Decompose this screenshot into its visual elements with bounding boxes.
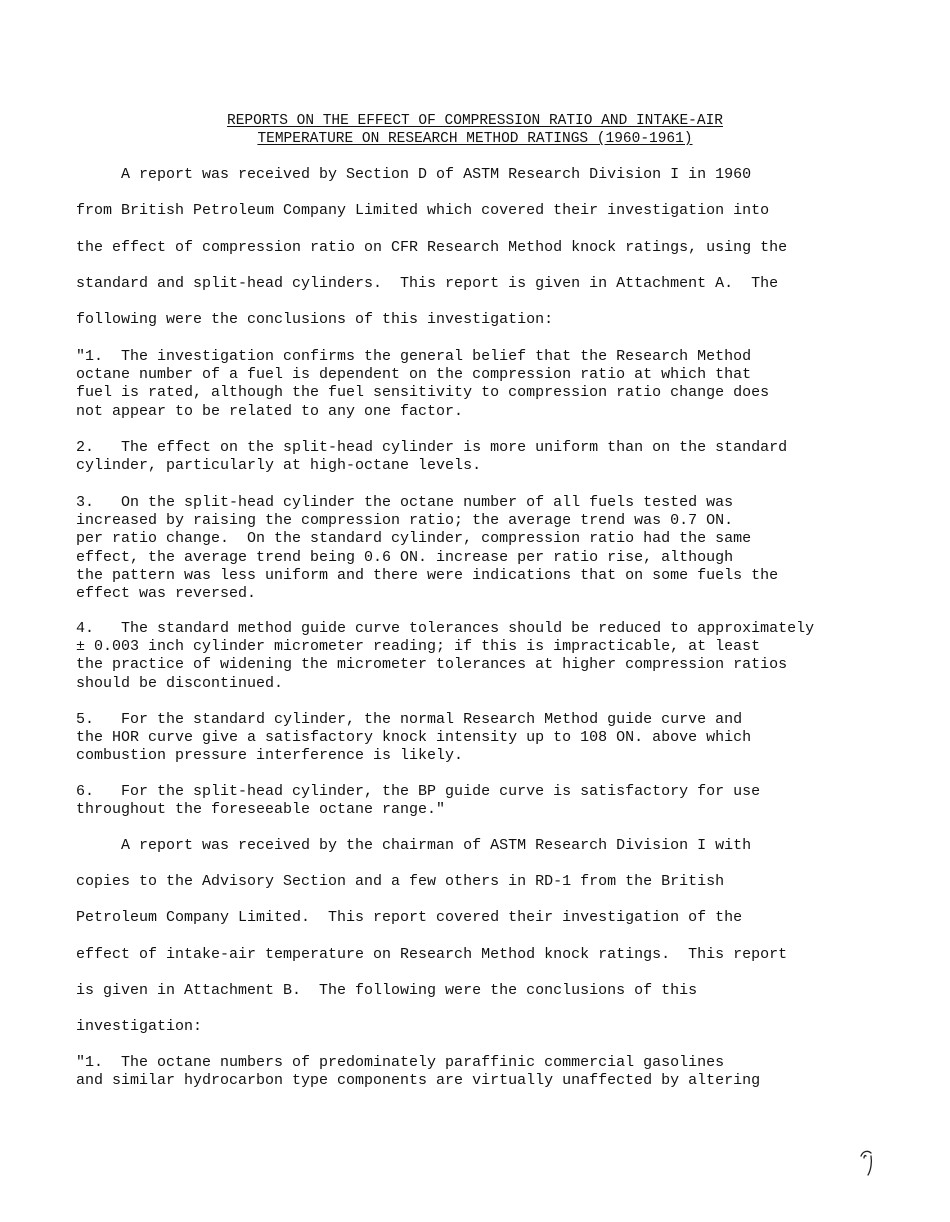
handwritten-mark-icon bbox=[858, 1148, 878, 1178]
conclusion-line: "1. The investigation confirms the general belief that the Research Method bbox=[76, 348, 752, 365]
conclusion-line: and similar hydrocarbon type components are virtually unaffected by altering bbox=[76, 1072, 761, 1090]
conclusion-line: 4. The standard method guide curve tolerances should be reduced to approximately bbox=[76, 620, 815, 637]
conclusion-line: the HOR curve give a satisfactory knock intensity up to 108 ON. above which bbox=[76, 729, 752, 747]
conclusion-line: per ratio change. On the standard cylinder, compression ratio had the same bbox=[76, 530, 752, 548]
conclusion-item-2 bbox=[76, 439, 787, 475]
title-line: TEMPERATURE ON RESEARCH METHOD RATINGS (1960-1961) bbox=[257, 131, 693, 147]
conclusion-line: not appear to be related to any one factor. bbox=[76, 402, 464, 420]
intro-two-line: A report was received by the chairman of ASTM Research Division I with bbox=[76, 837, 752, 854]
intro-one-line: A report was received by Section D of ASTM Research Division I in 1960 bbox=[76, 166, 752, 183]
conclusion-item-3 bbox=[76, 494, 778, 603]
conclusion-line: effect was reversed. bbox=[76, 585, 257, 603]
conclusion-line: ± 0.003 inch cylinder micrometer reading; if this is impracticable, at least bbox=[76, 638, 761, 656]
intro-one-line: following were the conclusions of this investigation: bbox=[76, 311, 554, 328]
conclusion-line: octane number of a fuel is dependent on the compression ratio at which that bbox=[76, 366, 752, 384]
conclusion-b-item-1 bbox=[76, 1054, 760, 1090]
conclusion-line: 6. For the split-head cylinder, the BP guide curve is satisfactory for use bbox=[76, 783, 761, 800]
conclusion-line: effect, the average trend being 0.6 ON. increase per ratio rise, although bbox=[76, 548, 734, 566]
conclusion-line: cylinder, particularly at high-octane levels. bbox=[76, 457, 482, 475]
intro-two-line: Petroleum Company Limited. This report covered their investigation of the bbox=[76, 909, 743, 926]
intro-two-line: copies to the Advisory Section and a few others in RD-1 from the British bbox=[76, 873, 725, 890]
conclusion-line: fuel is rated, although the fuel sensitivity to compression ratio change does bbox=[76, 384, 770, 402]
intro-two-line: effect of intake-air temperature on Research Method knock ratings. This report bbox=[76, 946, 788, 963]
conclusion-item-6 bbox=[76, 783, 760, 819]
conclusion-item-1 bbox=[76, 348, 769, 421]
intro-one-line: standard and split-head cylinders. This report is given in Attachment A. The bbox=[76, 275, 779, 292]
intro-two-line: investigation: bbox=[76, 1018, 203, 1035]
conclusion-line: throughout the foreseeable octane range." bbox=[76, 801, 446, 819]
conclusion-line: 5. For the standard cylinder, the normal Research Method guide curve and bbox=[76, 711, 743, 728]
conclusion-line: the pattern was less uniform and there were indications that on some fuels the bbox=[76, 566, 779, 584]
conclusion-item-4 bbox=[76, 620, 814, 693]
intro-one-line: the effect of compression ratio on CFR Research Method knock ratings, using the bbox=[76, 239, 788, 256]
conclusion-line: 3. On the split-head cylinder the octane number of all fuels tested was bbox=[76, 494, 734, 511]
title-line: REPORTS ON THE EFFECT OF COMPRESSION RATIO AND INTAKE-AIR bbox=[227, 113, 723, 129]
conclusion-line: 2. The effect on the split-head cylinder is more uniform than on the standard bbox=[76, 439, 788, 456]
intro-one-line: from British Petroleum Company Limited which covered their investigation into bbox=[76, 202, 770, 219]
conclusion-line: increased by raising the compression ratio; the average trend was 0.7 ON. bbox=[76, 512, 734, 530]
conclusion-line: combustion pressure interference is likely. bbox=[76, 747, 464, 765]
conclusion-line: the practice of widening the micrometer tolerances at higher compression ratios bbox=[76, 656, 788, 674]
conclusion-line: should be discontinued. bbox=[76, 674, 284, 692]
document-title bbox=[0, 112, 950, 148]
conclusion-item-5 bbox=[76, 711, 751, 766]
conclusion-line: "1. The octane numbers of predominately paraffinic commercial gasolines bbox=[76, 1054, 725, 1071]
intro-two-line: is given in Attachment B. The following were the conclusions of this bbox=[76, 982, 698, 999]
